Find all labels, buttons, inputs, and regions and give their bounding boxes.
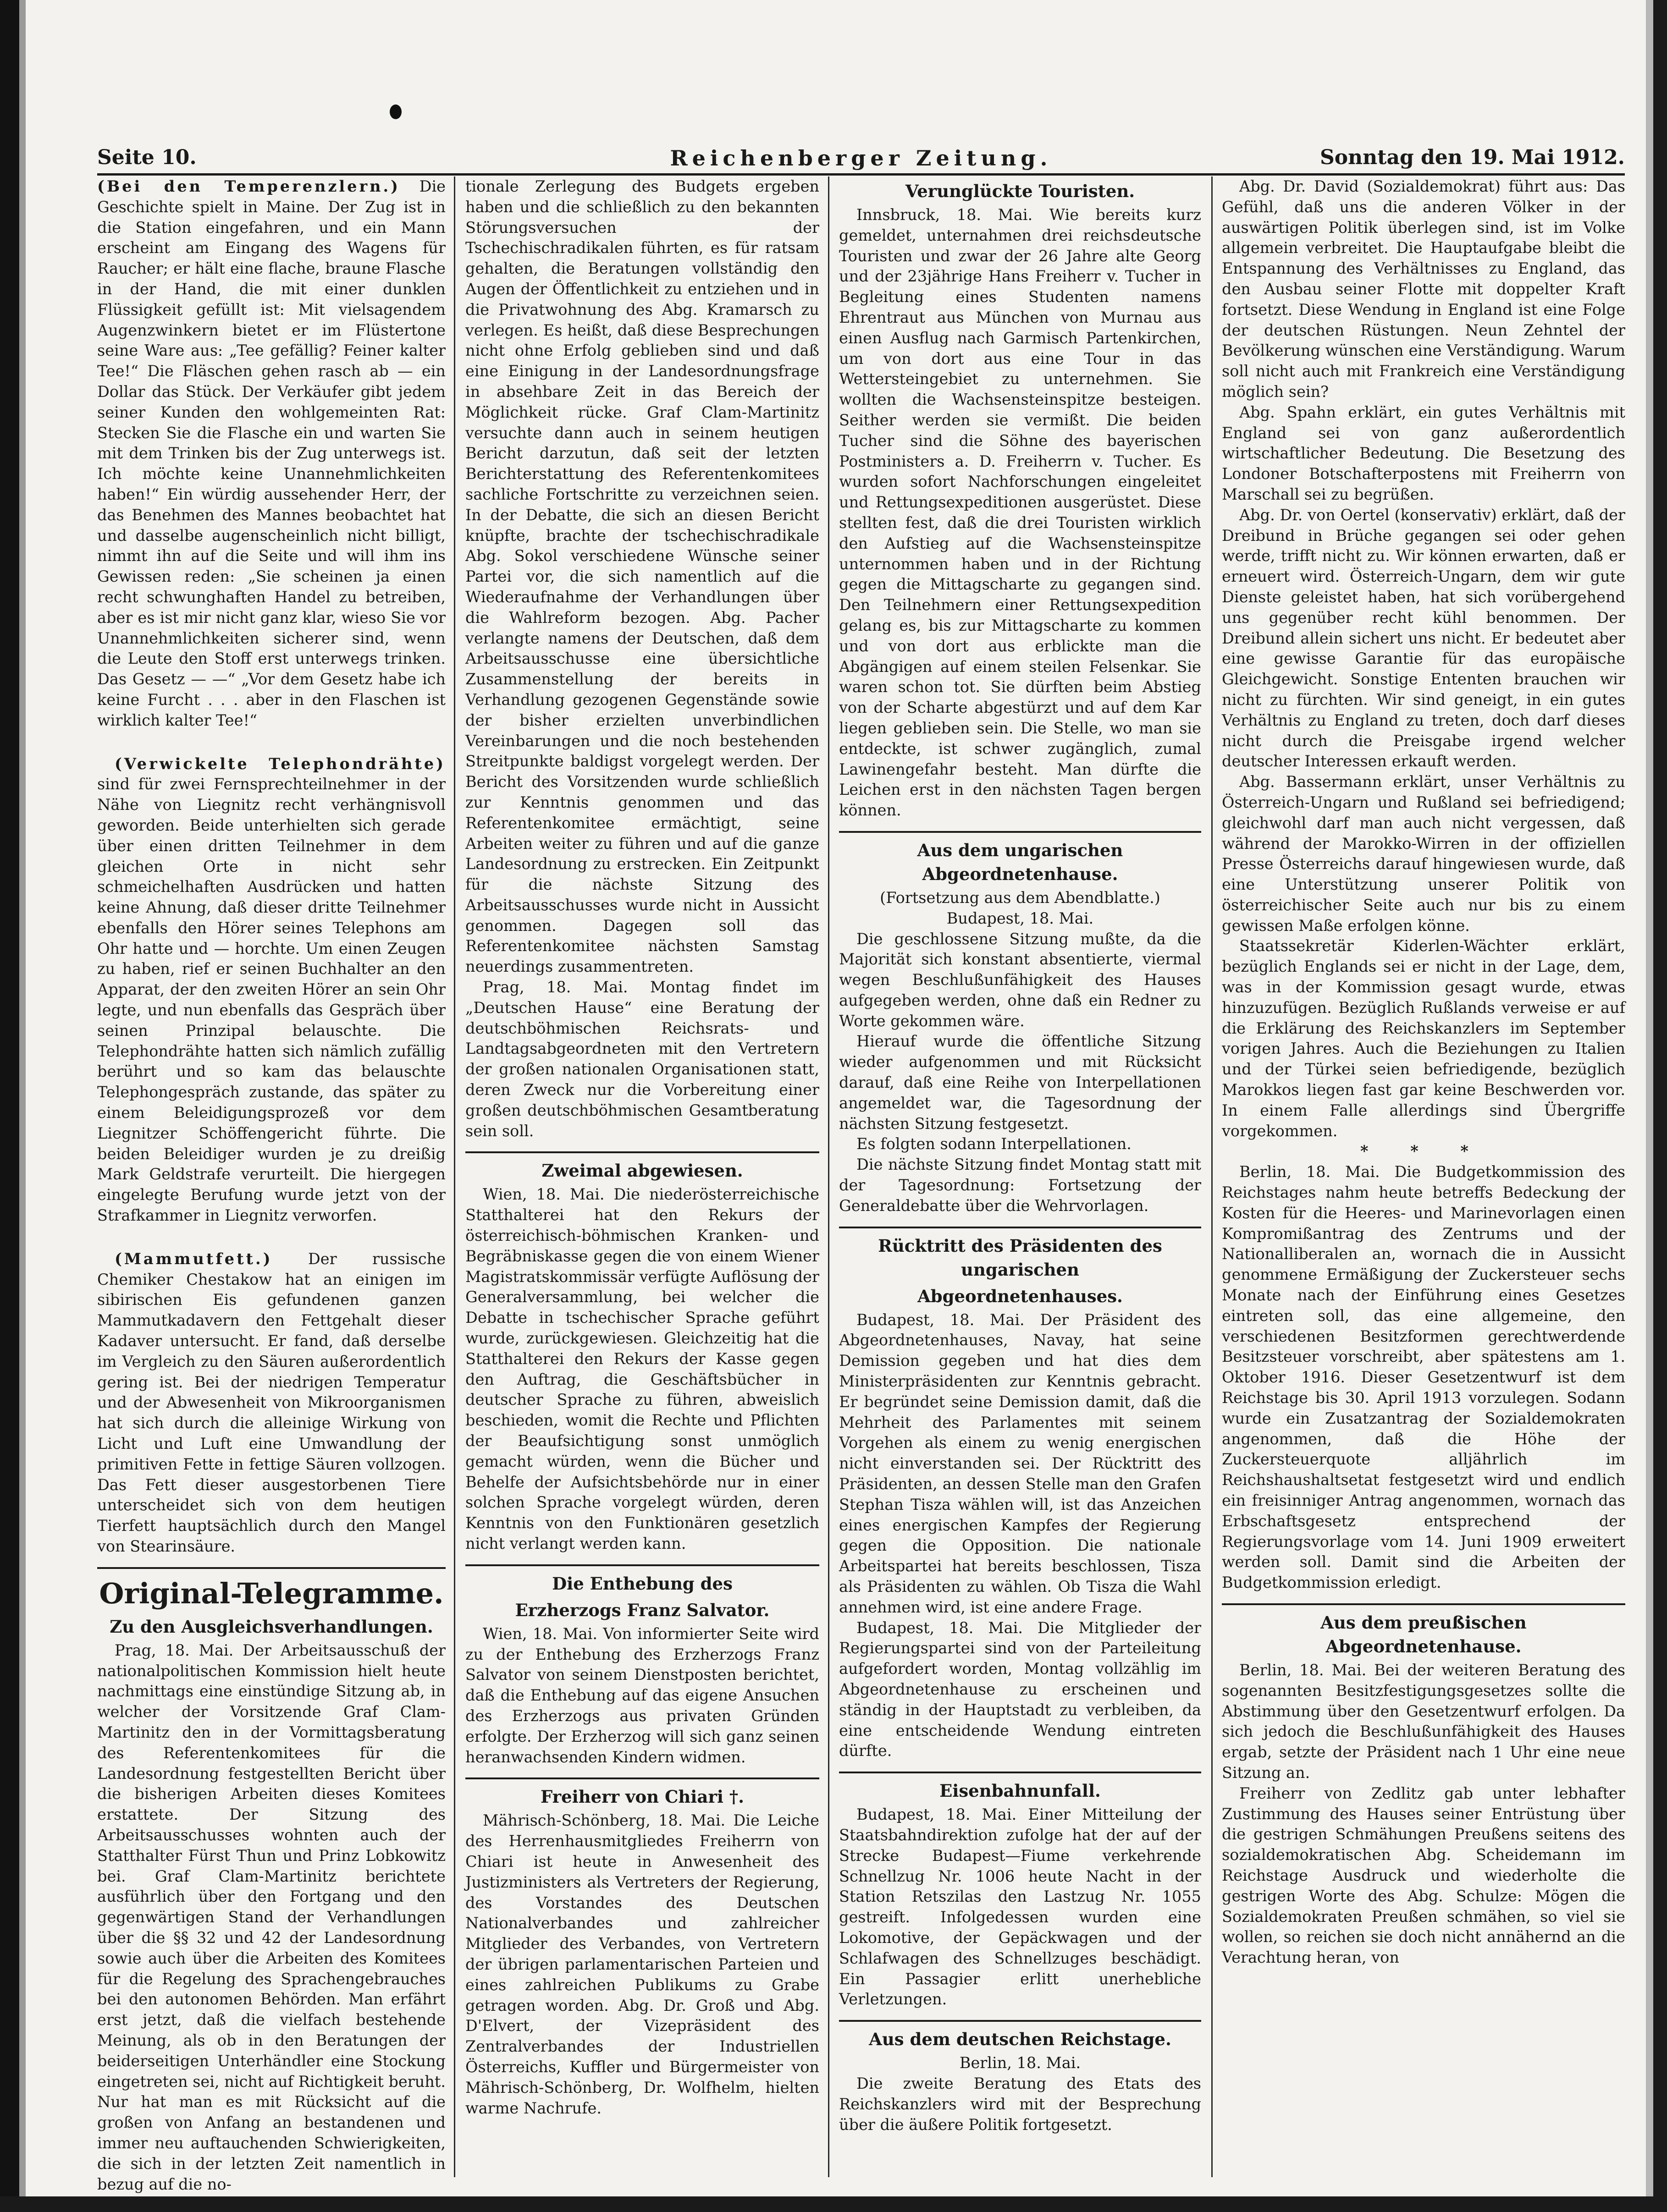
headline-enthebung-2: Erzherzogs Franz Salvator.: [515, 1600, 770, 1620]
dateline-ungar: Budapest, 18. Mai.: [946, 909, 1094, 927]
scan-border-left: [0, 0, 19, 2212]
article-preuss-p1: Berlin, 18. Mai. Bei der weiteren Beratung des sogenannten Besitzfestigungsgesetzes sollte die Abstimmung über den Gesetzentwurf erfolgen. Da sich jedoch die Beschlußunfähigkeit des Hauses ergab, setzte der Präsident nach 1 Uhr eine neue Sitzung an.: [1222, 1661, 1625, 1782]
article-kiderlen: Staatssekretär Kiderlen-Wächter erklärt, bezüglich Englands sei er nicht in der Lage, dem, was in der Kommission gesagt wurde, etwas hinzuzufügen. Bezüglich Rußlands verweise er auf die Erklärung des Reichskanzlers im September vorigen Jahres. Auch die Beziehungen zu Italien und der Türkei seien befriedigende, bezüglich Marokkos liegen fast gar keine Beschwerden vor. In einem Falle allerdings sind Übergriffe vorgekommen.: [1222, 937, 1625, 1140]
issue-date: Sonntag den 19. Mai 1912.: [1320, 146, 1625, 169]
scan-border-bottom: [0, 2196, 1667, 2212]
dateline-reichstag: Berlin, 18. Mai.: [959, 2054, 1081, 2072]
headline-reichstag: Aus dem deutschen Reichstage.: [869, 2029, 1171, 2050]
article-spahn: Abg. Spahn erklärt, ein gutes Verhältnis mit England sei von ganz außerordentlich wirtschaftlicher Bedeutung. Die Besetzung des Londoner Botschafterpostens mit Freiherrn von Marschall sei zu begrüßen.: [1222, 403, 1625, 503]
page-number: Seite 10.: [97, 146, 197, 169]
headline-zweimal: Zweimal abgewiesen.: [541, 1161, 743, 1181]
article-telephon: [97, 754, 446, 1226]
section-rule: [465, 1777, 819, 1779]
article-zweimal: Wien, 18. Mai. Die niederösterreichische Statthalterei hat den Rekurs der österreichisch-böhmischen Kranken- und Begräbniskasse gegen die von einem Wiener Magistratskommissär verfügte Auflösung der Generalversammlung, bei welcher die Debatte in tschechischer Sprache geführt wurde, zurückgewiesen. Gleichzeitig hat die Statthalterei den Rekurs der Kasse gegen den Auftrag, die Geschäftsbücher in deutscher Sprache zu führen, abweislich beschieden, womit die Rechte und Pflichten der Beaufsichtigung sonst unmöglich gemacht würden, wenn die Bücher und Behelfe der Aufsichtsbehörde nur in einer solchen Sprache vorgelegt würden, deren Kenntnis von den Funktionären gesetzlich nicht verlangt werden kann.: [465, 1185, 819, 1552]
article-body: Die Geschichte spielt in Maine. Der Zug ist in die Station eingefahren, und ein Mann erscheint am Eingang des Wagens für Raucher; er hält eine flache, braune Flasche in der Hand, die mit einer dunklen Flüssigkeit gefüllt ist: Mit vielsagendem Augenzwinkern bietet er im Flüstertone seine Ware aus: „Tee gefällig? Feiner kalter Tee!“ Die Fläschen gehen rasch ab — ein Dollar das Stück. Der Verkäufer gibt jedem seiner Kunden den wohlgemeinten Rat: Stecken Sie die Flasche ein und warten Sie mit dem Trinken bis der Zug unterwegs ist. Ich möchte keine Unannehmlichkeiten haben!“ Ein würdig aussehender Herr, der das Benehmen des Mannes beobachtet hat und dasselbe augenscheinlich nicht billigt, nimmt ihn auf die Seite und will ihm ins Gewissen reden: „Sie scheinen ja einen recht schwunghaften Handel zu betreiben, aber es ist mir nicht ganz klar, wieso Sie vor Unannehmlichkeiten sicherer sind, wenn die Leute den Stoff erst unterwegs trinken. Das Gesetz — —“ „Vor dem Gesetz habe ich keine Furcht . . . aber in den Flaschen ist wirklich kalter Tee!“: [97, 177, 446, 729]
headline-preuss: Aus dem preußischen Abgeordnetenhause.: [1320, 1612, 1527, 1656]
article-oertel: Abg. Dr. von Oertel (konservativ) erklärt, daß der Dreibund in Brüche gegangen sei oder gehen werde, trifft nicht zu. Wir können erwarten, daß er erneuert wird. Österreich-Ungarn, dem wir gute Dienste geleistet haben, hat sich vorübergehend uns gegenüber recht kühl benommen. Der Dreibund allein sichert uns nicht. Er bedeutet aber eine gewisse Garantie für das europäische Gleichgewicht. Sonstige Ententen brauchen wir nicht zu fürchten. Wir sind geneigt, in ein gutes Verhältnis zu England zu treten, doch darf dieses nicht durch die Preisgabe irgend welcher deutscher Interessen erkauft werden.: [1222, 506, 1625, 770]
section-rule: [839, 2020, 1201, 2022]
article-mammut: [97, 1249, 446, 1557]
article-body: Der russische Chemiker Chestakow hat an einigen im sibirischen Eis gefundenen ganzen Mammutkadavern den Fettgehalt dieser Kadaver untersucht. Er fand, daß derselbe im Vergleich zu den Säuren außerordentlich gering ist. Bei der niedrigen Temperatur und der Abwesenheit von Mikroorganismen hat sich durch die alleinige Wirkung von Licht und Luft eine Umwandlung der primitiven Fette in fettige Säuren vollzogen. Das Fett dieser ausgestorbenen Tiere unterscheidet sich von dem heutigen Tierfett hauptsächlich durch den Mangel von Stearinsäure.: [97, 1249, 446, 1555]
headline-touristen: Verunglückte Touristen.: [905, 181, 1135, 201]
column-2: [465, 176, 819, 2177]
newspaper-title: Reichenberger Zeitung.: [670, 146, 1052, 171]
article-bassermann: Abg. Bassermann erklärt, unser Verhältnis zu Österreich-Ungarn und Rußland sei befriedigend; gleichwohl darf man auch nicht vergessen, daß während der Marokko-Wirren in der offiziellen Presse Österreichs darauf hingewiesen wurde, daß eine Unterstützung unserer Politik von österreichischer Seite auch nur bis zu einem gewissen Maße erfolgen könne.: [1222, 773, 1625, 935]
article-david: Abg. Dr. David (Sozialdemokrat) führt aus: Das Gefühl, daß uns die anderen Völker in der auswärtigen Politik überlegen sind, ist im Volke allgemein verbreitet. Die Hauptaufgabe bleibt die Entspannung des Verhältnisses zu England, das den Ausbau seiner Flotte mit doppelter Kraft fortsetzt. Diese Wendung in England ist eine Folge der deutschen Rüstungen. Neun Zehntel der Bevölkerung wünschen eine Verständigung. Warum soll nicht auch mit Frankreich eine Verständigung möglich sein?: [1222, 177, 1625, 401]
section-rule: [465, 1564, 819, 1566]
article-ausgleich: Prag, 18. Mai. Der Arbeitsausschuß der nationalpolitischen Kommission hielt heute nachmittags eine einstündige Sitzung ab, in welcher der Vorsitzende Graf Clam-Martinitz den in der Vormittagsberatung des Referentenkomitees für die Landesordnung festgestellten Bericht über die bisherigen Arbeiten dieses Komitees erstattete. Der Sitzung des Arbeitsausschusses wohnten auch der Statthalter Fürst Thun und Prinz Lobkowitz bei. Graf Clam-Martinitz berichtete ausführlich über den Fortgang und den gegenwärtigen Stand der Verhandlungen über die §§ 32 und 42 der Landesordnung sowie auch über die Arbeiten des Komitees für die Regelung des Sprachengebrauches bei den autonomen Behörden. Man erfährt erst jetzt, daß die vielfach bestehende Meinung, als ob in den Beratungen der beiderseitigen Unterhändler eine Stockung eingetreten sei, nicht auf Richtigkeit beruht. Nur hat man es mit Rücksicht auf die großen von Anfang an bestandenen und immer neu auftauchenden Schwierigkeiten, die sich in der letzten Zeit namentlich in bezug auf die no-: [97, 1641, 446, 2193]
column-4: [1222, 176, 1625, 2177]
article-ungar-p3: Es folgten sodann Interpellationen.: [856, 1135, 1132, 1153]
headline-ruecktritt-2: Abgeordnetenhauses.: [917, 1286, 1123, 1306]
article-ausgleich-cont: tionale Zerlegung des Budgets ergeben haben und die schließlich zu den bekannten Störungsversuchen der Tschechischradikalen führten, es für ratsam gehalten, die Beratungen vollständig den Augen der Öffentlichkeit zu entziehen und in die Privatwohnung des Abg. Kramarsch zu verlegen. Es heißt, daß diese Besprechungen nicht ohne Erfolg geblieben sind und daß eine Einigung in der Landesordnungsfrage in absehbare Zeit in das Bereich der Möglichkeit rücke. Graf Clam-Martinitz versuchte dann auch in seinem heutigen Bericht darzutun, daß seit der letzten Berichterstattung des Referentenkomitees sachliche Fortschritte zu verzeichnen seien. In der Debatte, die sich an diesen Bericht knüpfte, brachte der tschechischradikale Abg. Sokol verschiedene Wünsche seiner Partei vor, die sich namentlich auf die Wiederaufnahme der Verhandlungen über die Wahlreform bezogen. Abg. Pacher verlangte namens der Deutschen, daß dem Arbeitsausschusse eine übersichtliche Zusammenstellung der bereits in Verhandlung gezogenen Gegenstände sowie der bisher erzielten unverbindlichen Vereinbarungen und die noch bestehenden Streitpunkte baldigst vorgelegt werden. Der Bericht des Vorsitzenden wurde schließlich zur Kenntnis genommen und das Referentenkomitee ermächtigt, seine Arbeiten weiter zu führen und auf die ganze Landesordnung zu erstrecken. Ein Zeitpunkt für die nächste Sitzung des Arbeitsausschusses wurde nicht in Aussicht genommen. Dagegen soll das Referentenkomitee nächsten Samstag neuerdings zusammentreten.: [465, 177, 819, 976]
section-rule: [839, 1772, 1201, 1773]
headline-chiari: Freiherr von Chiari †.: [540, 1787, 745, 1807]
scan-border-left-shade: [19, 0, 26, 2212]
article-touristen: Innsbruck, 18. Mai. Wie bereits kurz gemeldet, unternahmen drei reichsdeutsche Touristen und zwar der 26 Jahre alte Georg und der 23jährige Hans Freiherr v. Tucher in Begleitung eines Studenten namens Ehrentraut aus München von Murnau aus einen Ausflug nach Garmisch Partenkirchen, um von dort aus eine Tour in das Wettersteingebiet zu unternehmen. Sie wollten die Wachsensteinspitze besteigen. Seither werden sie vermißt. Die beiden Tucher sind die Söhne des bayerischen Postministers a. D. Freiherrn v. Tucher. Es wurden sofort Nachforschungen eingeleitet und Rettungsexpeditionen ausgerüstet. Diese stellten fest, daß die drei Touristen wirklich den Aufstieg auf die Wachsensteinspitze unternommen haben und in der Richtung gegen die Mittagscharte zu gegangen sind. Den Teilnehmern einer Rettungsexpedition gelang es, bis zur Mittagscharte zu kommen und von dort aus erblickte man die Abgängigen auf einem steilen Felsenkar. Sie waren schon tot. Sie dürften beim Abstieg von der Scharte abgestürzt und auf dem Kar liegen geblieben sein. Die Stelle, wo man sie entdeckte, ist schwer zugänglich, zumal Lawinengefahr besteht. Man dürfte die Leichen erst in den nächsten Tagen bergen können.: [839, 206, 1201, 820]
article-prag-beratung: Prag, 18. Mai. Montag findet im „Deutschen Hause“ eine Beratung der deutschböhmischen Reichsrats- und Landtagsabgeordneten mit den Vertretern der großen nationalen Organisationen statt, deren Zweck nur die Vorbereitung einer großen deutschböhmischen Gesamtberatung sein soll.: [465, 978, 819, 1140]
scan-border-right-shade: [1646, 0, 1653, 2212]
header-rule: [97, 173, 1625, 176]
article-ungar-p4: Die nächste Sitzung findet Montag statt mit der Tagesordnung: Fortsetzung der Generaldebatte über die Wehrvorlagen.: [839, 1156, 1201, 1215]
headline-enthebung-1: Die Enthebung des: [552, 1573, 733, 1594]
article-reichstag: Die zweite Beratung des Etats des Reichskanzlers wird mit der Besprechung über die äußere Politik fortgesetzt.: [839, 2074, 1201, 2134]
article-temperenz: [97, 176, 446, 731]
subheadline-ungar: (Fortsetzung aus dem Abendblatte.): [880, 888, 1160, 907]
section-rule: [839, 831, 1201, 833]
section-rule: [465, 1151, 819, 1153]
punch-hole-mark: [390, 105, 402, 119]
section-rule: [839, 1227, 1201, 1228]
article-ungar-p1: Die geschlossene Sitzung mußte, da die Majorität sich konstant absentierte, viermal wegen Beschlußunfähigkeit des Hauses aufgegeben werden, ohne daß ein Redner zu Worte gekommen wäre.: [839, 930, 1201, 1030]
scan-border-right: [1653, 0, 1667, 2212]
article-enthebung: Wien, 18. Mai. Von informierter Seite wird zu der Enthebung des Erzherzogs Franz Salvator von seinem Dienstposten berichtet, daß die Enthebung auf das eigene Ansuchen des Erzherzogs aus privaten Gründen erfolgte. Der Erzherzog will sich ganz seinen heranwachsenden Kindern widmen.: [465, 1624, 819, 1766]
article-chiari: Mährisch-Schönberg, 18. Mai. Die Leiche des Herrenhausmitgliedes Freiherrn von Chiari ist heute in Anwesenheit des Justizministers als Vertreters der Regierung, des Vorstandes des Deutschen Nationalverbandes und zahlreicher Mitglieder des Verbandes, von Vertretern der übrigen parlamentarischen Parteien und eines zahlreichen Publikums zu Grabe getragen worden. Abg. Dr. Groß und Abg. D'Elvert, der Vizepräsident des Zentralverbandes der Industriellen Österreichs, Kuffler und Bürgermeister von Mährisch-Schönberg, Dr. Wolfhelm, hielten warme Nachrufe.: [465, 1811, 819, 2117]
article-preuss-p2: Freiherr von Zedlitz gab unter lebhafter Zustimmung des Hauses seiner Entrüstung über die gestrigen Schmähungen Preußens seitens des sozialdemokratischen Abg. Scheidemann im Reichstage Ausdruck und wiederholte die gestrigen Worte des Abg. Schulze: Mögen die Sozialdemokraten Preußen schmähen, so viel sie wollen, so reichen sie doch nicht annähernd an die Verachtung heran, von: [1222, 1784, 1625, 1967]
headline-eisenbahn: Eisenbahnunfall.: [939, 1781, 1101, 1801]
article-lead: (Bei den Temperenzlern.): [97, 177, 400, 195]
article-body: sind für zwei Fernsprechteilnehmer in der Nähe von Liegnitz recht verhängnisvoll geworden. Beide unterhielten sich gerade über einen dritten Teilnehmer in dem gleichen Orte in nicht sehr schmeichelhaften Ausdrücken und hatten keine Ahnung, daß dieser dritte Teilnehmer ebenfalls den Hörer seines Telephons am Ohr hatte und — horchte. Um einen Zeugen zu haben, rief er seinen Buchhalter an den Apparat, der den zweiten Hörer an sein Ohr legte, und nun ebenfalls das Gespräch über seinen Prinzipal belauschte. Die Telephondrähte hatten sich nämlich zufällig berührt und so kam das belauschte Telephongespräch zustande, das später zu einem Beleidigungsprozeß vor dem Liegnitzer Schöffengericht führte. Die beiden Beleidiger wurden je zu dreißig Mark Geldstrafe verurteilt. Die hiergegen eingelegte Berufung wurde jetzt von der Strafkammer in Liegnitz verworfen.: [97, 775, 446, 1225]
article-budgetkommission: Berlin, 18. Mai. Die Budgetkommission des Reichstages nahm heute betreffs Bedeckung der Kosten für die Heeres- und Marinevorlagen einen Kompromißantrag des Zentrums und der Nationalliberalen an, wornach die in Aussicht genommene Ermäßigung der Zuckersteuer sechs Monate nach der Einführung eines Gesetzes eintreten soll, das eine allgemeine, den verschiedenen Besitzformen gerechtwerdende Besitzsteuer vorschreibt, aber spätestens am 1. Oktober 1916. Dieser Gesetzentwurf ist dem Reichstage bis 30. April 1913 vorzulegen. Sodann wurde ein Zusatzantrag der Sozialdemokraten angenommen, daß die Höhe der Zuckersteuerquote alljährlich im Reichshaushaltsetat festgesetzt wird und endlich ein freisinniger Antrag angenommen, wornach das Erbschaftsgesetz entsprechend der Regierungsvorlage vom 14. Juni 1909 erweitert werden soll. Damit sind die Arbeiten der Budgetkommission erledigt.: [1222, 1163, 1625, 1592]
section-stars: * * *: [1360, 1142, 1487, 1161]
column-1: [97, 176, 446, 2193]
page-header: [97, 146, 1625, 173]
article-ungar-p2: Hierauf wurde die öffentliche Sitzung wieder aufgenommen und mit Rücksicht darauf, daß eine Reihe von Interpellationen angemeldet war, die Tagesordnung der nächsten Sitzung festgesetzt.: [839, 1032, 1201, 1133]
article-lead: (Verwickelte Telephondrähte): [115, 754, 446, 773]
headline-ungar: Aus dem ungarischen Abgeordnetenhause.: [917, 840, 1123, 884]
headline-ausgleich: Zu den Ausgleichsverhandlungen.: [110, 1616, 433, 1637]
section-rule: [97, 1567, 446, 1569]
column-divider: [454, 176, 455, 2177]
article-eisenbahn: Budapest, 18. Mai. Einer Mitteilung der Staatsbahndirektion zufolge hat der auf der Strecke Budapest—Fiume verkehrende Schnellzug Nr. 1006 heute Nacht in der Station Retszilas den Lastzug Nr. 1055 gestreift. Infolgedessen wurden eine Lokomotive, der Gepäckwagen und der Schlafwagen des Schnellzuges beschädigt. Ein Passagier erlitt unerhebliche Verletzungen.: [839, 1805, 1201, 2008]
article-ruecktritt-p2: Budapest, 18. Mai. Die Mitglieder der Regierungspartei sind von der Parteileitung aufgefordert worden, Montag vollzählig im Abgeordnetenhause zu erscheinen und ständig in der Hauptstadt zu verbleiben, da eine entscheidende Wendung eintreten dürfte.: [839, 1618, 1201, 1760]
article-ruecktritt-p1: Budapest, 18. Mai. Der Präsident des Abgeordnetenhauses, Navay, hat seine Demission gegeben und hat dies dem Ministerpräsidenten zur Kenntnis gebracht. Er begründet seine Demission damit, daß die Mehrheit des Parlamentes mit seinem Vorgehen als einem zu wenig energischen nicht einverstanden sei. Der Rücktritt des Präsidenten, an dessen Stelle man den Grafen Stephan Tisza wählen will, ist das Anzeichen eines energischen Kampfes der Regierung gegen die Opposition. Die nationale Arbeitspartei hat bereits beschlossen, Tisza als Präsidenten zu wählen. Ob Tisza die Wahl annehmen wird, ist eine andere Frage.: [839, 1310, 1201, 1616]
headline-ruecktritt-1: Rücktritt des Präsidenten des ungarischen: [878, 1235, 1162, 1280]
column-divider: [1211, 176, 1213, 2177]
column-divider: [828, 176, 829, 2177]
section-rule: [1222, 1603, 1625, 1605]
article-lead: (Mammutfett.): [115, 1249, 273, 1268]
section-title-original-telegramme: Original-Telegramme.: [99, 1576, 444, 1610]
column-3: [839, 176, 1201, 2177]
